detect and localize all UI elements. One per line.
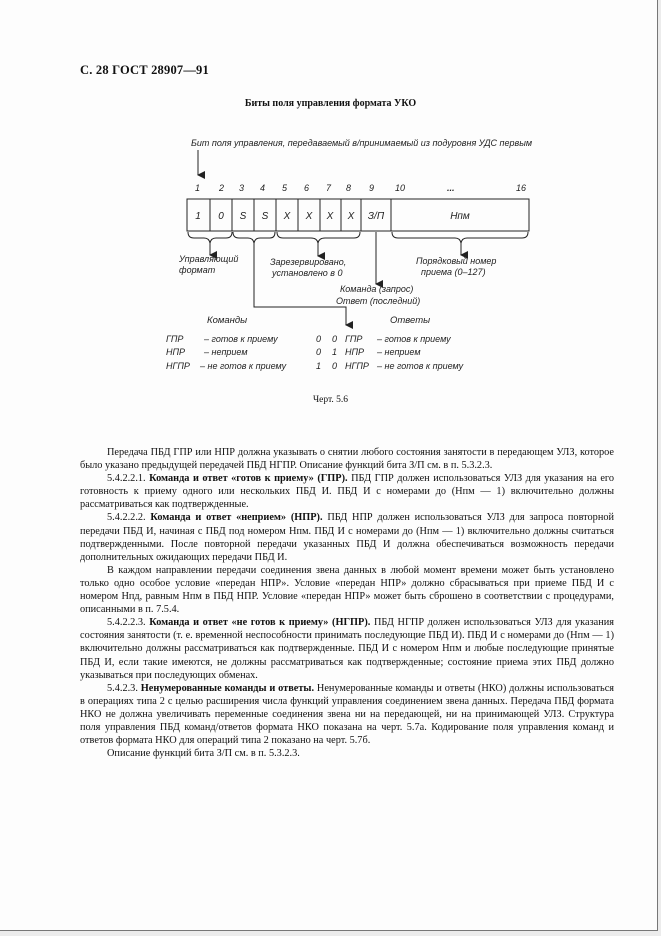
response-desc: – не готов к приему: [377, 361, 464, 371]
figure-title: Биты поля управления формата УКО: [244, 98, 417, 109]
response-name: НПР: [345, 347, 365, 357]
clause-text: Ненумерованные команды и ответы (НКО) должны использоваться в операциях типа 2 с целью расширения числа функций управления соединением звена данных. Передача ПБД формата НКО не должна увеличивать переменные соединения звена ни на передающей, ни на принимающей УЛЗ. Структура поля управления ПБД команд/ответов формата НКО показана на черт. 5.7а. Кодирование поля управления команд и ответов формата НКО для операций типа 2 показано на черт. 5.7б.: [80, 682, 615, 747]
bit-number: 2: [219, 183, 225, 193]
clause-number: 5.4.2.2.1.: [107, 473, 146, 485]
field-braces: [188, 232, 528, 243]
cell-bits-10-16: Нпм: [450, 211, 470, 222]
bit-value: 0: [332, 334, 338, 344]
clause-title: Команда и ответ «неприем» (НПР).: [150, 512, 323, 524]
bit-number-row: [195, 183, 526, 193]
response-desc: – готов к приему: [377, 334, 451, 344]
cell-bit-5: X: [283, 211, 291, 222]
seq-number-label: Порядковый номер: [416, 256, 497, 266]
bit-number: 3: [239, 183, 245, 193]
seq-number-label: приема (0–127): [421, 267, 486, 277]
cell-bit-7: X: [326, 211, 334, 222]
command-name: ГПР: [166, 334, 184, 344]
bit-value: 0: [316, 347, 322, 357]
clause-number: 5.4.2.2.3.: [107, 617, 146, 629]
paragraph: Передача ПБД ГПР или НПР должна указывать о снятии любого состояния занятости в передающем УЛЗ, которое было указано предыдущей передачей ПБД НГПР. Описание функций бита З/П см. в п. 5.3.2.3.: [80, 447, 614, 472]
control-format-label: Управляющий: [179, 254, 239, 264]
response-last-label: Ответ (последний): [336, 296, 421, 306]
cell-bit-1: 1: [195, 211, 201, 222]
command-name: НГПР: [166, 361, 190, 371]
command-request-label: Команда (запрос): [340, 284, 414, 294]
body-text: [80, 446, 614, 760]
cell-bit-4: S: [261, 211, 269, 222]
top-note: Бит поля управления, передаваемый в/принимаемый из подуровня УДС первым: [191, 138, 533, 148]
cell-bit-2: 0: [218, 211, 224, 222]
paragraph: [80, 511, 614, 563]
bit-value: 0: [316, 334, 322, 344]
figure-caption: Черт. 5.6: [312, 395, 349, 405]
clause-title: Команда и ответ «не готов к приему» (НГПР).: [149, 617, 371, 629]
ss-bits-connector: [254, 243, 346, 325]
reserved-label: Зарезервировано,: [270, 257, 347, 267]
page-header: С. 28 ГОСТ 28907—91: [80, 63, 209, 77]
control-field-box: [187, 199, 529, 231]
bit-value: 1: [332, 347, 338, 357]
clause-number: 5.4.2.2.2.: [107, 512, 146, 524]
bit-value: 0: [332, 361, 338, 371]
bit-number: 5: [282, 183, 288, 193]
commands-header: Команды: [207, 315, 248, 326]
responses-header: Ответы: [390, 315, 431, 326]
paragraph: Описание функций бита З/П см. в п. 5.3.2.3.: [107, 748, 300, 760]
command-name: НПР: [166, 347, 186, 357]
cell-bit-6: X: [305, 211, 313, 222]
cell-bit-3: S: [239, 211, 247, 222]
cell-bit-9: З/П: [367, 211, 385, 222]
clause-number: 5.4.2.3.: [107, 682, 138, 694]
response-name: ГПР: [345, 334, 363, 344]
reserved-label: установлено в 0: [272, 268, 343, 278]
bit-number-ellipsis: ...: [447, 183, 455, 193]
paragraph: [80, 616, 614, 681]
control-format-label: формат: [179, 265, 216, 275]
response-desc: – неприем: [377, 347, 421, 357]
cell-bit-8: X: [347, 211, 355, 222]
command-desc: – не готов к приему: [200, 361, 287, 371]
field-cells: [195, 211, 470, 222]
clause-title: Ненумерованные команды и ответы.: [140, 682, 315, 694]
bit-number: 6: [304, 183, 310, 193]
command-desc: – неприем: [204, 347, 248, 357]
bit-number: 10: [395, 183, 406, 193]
clause-title: Команда и ответ «готов к приему» (ГПР).: [149, 473, 348, 485]
clause-text: ПБД НПР должен использоваться УЛЗ для запроса повторной передачи ПБД И, начиная с ПБД под номером Нпм. ПБД И с номерами до (Нпм — 1) включительно должны считаться подтвержденными. После повторной передачи указанных ПБД И должна обеспечиваться возможность передачи дополнительных ожидающих передачи ПБД И.: [80, 512, 614, 563]
paragraph: В каждом направлении передачи соединения звена данных в любой момент времени может быть установлено только одно особое условие «передан НПР». Условие «передан НПР» должно сбрасываться при приеме ПБД И с номером Нпд, равным Нпм в ПБД НПР. Условие «передан НПР» может быть сброшено в соответствии с процедурами, описанными в п. 7.5.4.: [80, 564, 614, 616]
bit-number: 7: [326, 183, 332, 193]
bit-number: 16: [516, 183, 527, 193]
control-field-diagram: [0, 0, 661, 395]
command-desc: – готов к приему: [204, 334, 278, 344]
paragraph: [80, 682, 614, 747]
commands-table: [166, 334, 464, 371]
paragraph: [80, 472, 614, 511]
response-name: НГПР: [345, 361, 369, 371]
bit-number: 8: [346, 183, 352, 193]
bit-number: 4: [260, 183, 266, 193]
clause-text: ПБД ГПР должен использоваться УЛЗ для указания на его готовность к приему одного или нескольких ПБД И. ПБД И с номерами до (Нпм — 1) включительно должны рассматриваться как подтвержденные.: [80, 473, 615, 511]
clause-text: ПБД НГПР должен использоваться УЛЗ для указания состояния занятости (т. е. временной неспособности принимать последующие ПБД И). ПБД И с номерами до (Нпм — 1) включительно должны рассматриваться как подтвержденные. ПБД И с номером Нпм и любые последующие принятые ПБД И, если такие имеются, не должны рассматриваться как подтвержденные; состояние приема этих ПБД должно указываться при последующих обменах.: [80, 617, 614, 681]
bit-number: 9: [369, 183, 375, 193]
bit-value: 1: [316, 361, 322, 371]
bit-number: 1: [195, 183, 201, 193]
